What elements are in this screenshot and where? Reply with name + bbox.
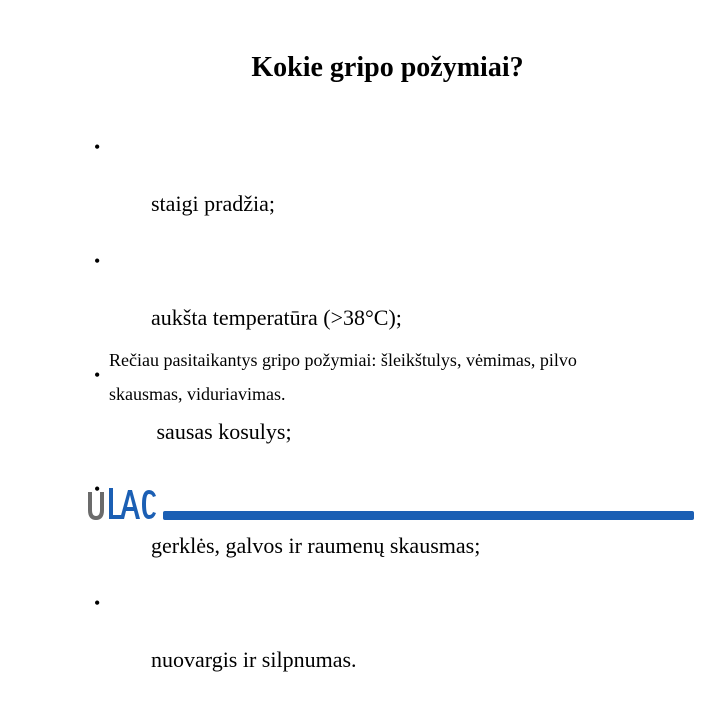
- bullet-list: [94, 133, 480, 703]
- bullet-item: [94, 133, 480, 247]
- bullet-icon: •: [94, 137, 101, 157]
- logo-letter-u: [88, 492, 104, 520]
- bullet-icon: •: [94, 593, 101, 613]
- bullet-icon: •: [94, 251, 101, 271]
- logo-letter-c: [142, 490, 156, 519]
- footer-bar: [163, 511, 694, 520]
- logo-letter-a: [120, 490, 140, 519]
- secondary-symptoms-note: Rečiau pasitaikantys gripo požymiai: šleikštulys, vėmimas, pilvo skausmas, viduriavimas.: [109, 350, 577, 404]
- slide-title: Kokie gripo požymiai?: [251, 52, 524, 83]
- bullet-icon: •: [94, 365, 101, 385]
- ulac-logo: [86, 486, 158, 522]
- bullet-text: aukšta temperatūra (>38°C);: [151, 305, 402, 330]
- logo-letter-l: [109, 488, 122, 519]
- bullet-text: gerklės, galvos ir raumenų skausmas;: [151, 533, 481, 558]
- bullet-item: [94, 589, 480, 703]
- bullet-icon: •: [94, 479, 101, 499]
- bullet-text: nuovargis ir silpnumas.: [151, 647, 357, 672]
- bullet-text: staigi pradžia;: [151, 191, 276, 216]
- bullet-text: sausas kosulys;: [151, 419, 292, 444]
